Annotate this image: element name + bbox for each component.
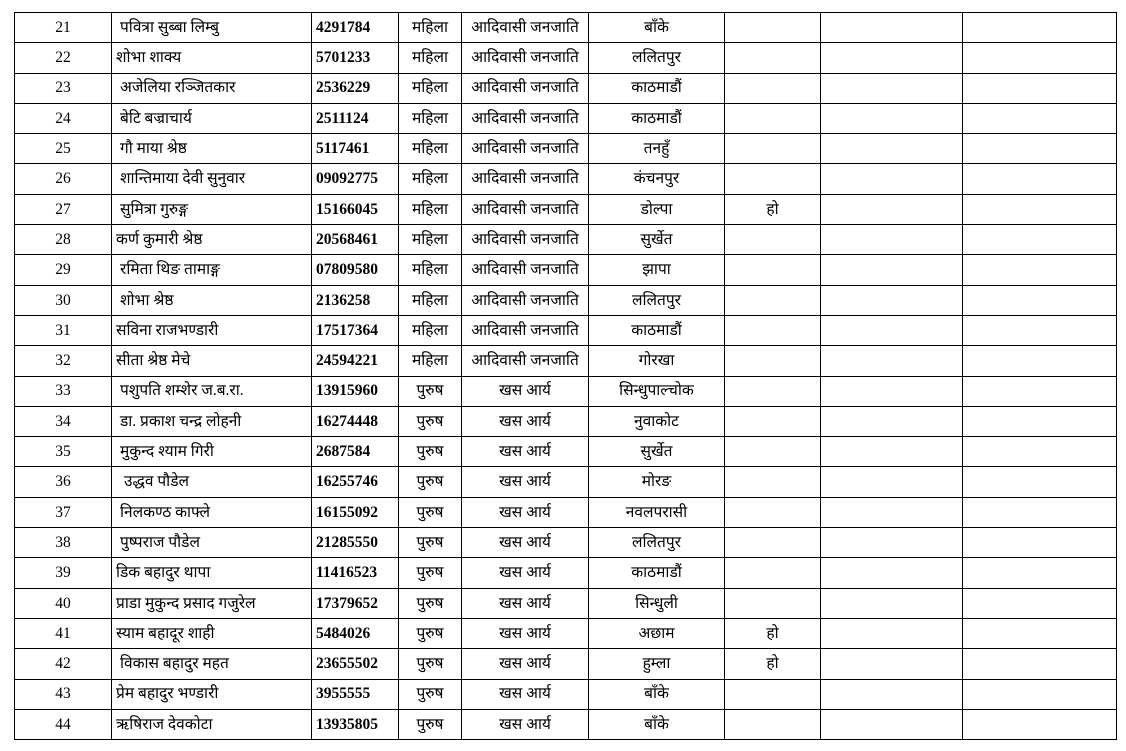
table-row xyxy=(15,315,1117,345)
blank-cell xyxy=(963,497,1117,527)
serial-number-cell: 28 xyxy=(15,225,112,255)
name-cell: रमिता थिङ तामाङ्ग xyxy=(112,255,312,285)
id-number-cell: 3955555 xyxy=(312,679,399,709)
mark-cell xyxy=(725,709,821,739)
serial-number-cell: 44 xyxy=(15,709,112,739)
serial-number-cell: 23 xyxy=(15,73,112,103)
district-cell: काठमाडौं xyxy=(589,558,725,588)
blank-cell xyxy=(963,588,1117,618)
name-cell: सीता श्रेष्ठ मेचे xyxy=(112,346,312,376)
blank-cell xyxy=(963,528,1117,558)
mark-cell xyxy=(725,528,821,558)
serial-number-cell: 43 xyxy=(15,679,112,709)
district-cell: कंचनपुर xyxy=(589,164,725,194)
name-cell: गौ माया श्रेष्ठ xyxy=(112,134,312,164)
gender-cell: महिला xyxy=(399,13,462,43)
serial-number-cell: 40 xyxy=(15,588,112,618)
blank-cell xyxy=(963,558,1117,588)
district-cell: काठमाडौं xyxy=(589,73,725,103)
id-number-cell: 11416523 xyxy=(312,558,399,588)
blank-cell xyxy=(963,255,1117,285)
group-cell: आदिवासी जनजाति xyxy=(462,134,589,164)
group-cell: आदिवासी जनजाति xyxy=(462,13,589,43)
gender-cell: महिला xyxy=(399,134,462,164)
name-cell: अजेलिया रञ्जितकार xyxy=(112,73,312,103)
district-cell: झापा xyxy=(589,255,725,285)
gender-cell: पुरुष xyxy=(399,588,462,618)
district-cell: सुर्खेत xyxy=(589,225,725,255)
table-row xyxy=(15,73,1117,103)
serial-number-cell: 33 xyxy=(15,376,112,406)
id-number-cell: 07809580 xyxy=(312,255,399,285)
group-cell: खस आर्य xyxy=(462,679,589,709)
mark-cell xyxy=(725,73,821,103)
group-cell: खस आर्य xyxy=(462,618,589,648)
district-cell: ललितपुर xyxy=(589,528,725,558)
blank-cell xyxy=(821,73,963,103)
blank-cell xyxy=(821,588,963,618)
blank-cell xyxy=(963,43,1117,73)
blank-cell xyxy=(963,437,1117,467)
name-cell: सुमित्रा गुरुङ्ग xyxy=(112,194,312,224)
mark-cell xyxy=(725,103,821,133)
blank-cell xyxy=(963,13,1117,43)
table-row xyxy=(15,376,1117,406)
mark-cell: हो xyxy=(725,194,821,224)
gender-cell: पुरुष xyxy=(399,618,462,648)
mark-cell xyxy=(725,285,821,315)
mark-cell xyxy=(725,588,821,618)
blank-cell xyxy=(821,225,963,255)
name-cell: पशुपति शम्शेर ज.ब.रा. xyxy=(112,376,312,406)
serial-number-cell: 27 xyxy=(15,194,112,224)
mark-cell xyxy=(725,134,821,164)
id-number-cell: 21285550 xyxy=(312,528,399,558)
district-cell: हुम्ला xyxy=(589,649,725,679)
blank-cell xyxy=(821,43,963,73)
district-cell: गोरखा xyxy=(589,346,725,376)
blank-cell xyxy=(821,285,963,315)
table-row xyxy=(15,255,1117,285)
name-cell: पवित्रा सुब्बा लिम्बु xyxy=(112,13,312,43)
mark-cell xyxy=(725,376,821,406)
serial-number-cell: 30 xyxy=(15,285,112,315)
serial-number-cell: 24 xyxy=(15,103,112,133)
district-cell: ललितपुर xyxy=(589,285,725,315)
serial-number-cell: 35 xyxy=(15,437,112,467)
group-cell: आदिवासी जनजाति xyxy=(462,43,589,73)
blank-cell xyxy=(821,558,963,588)
mark-cell xyxy=(725,558,821,588)
district-cell: बाँके xyxy=(589,13,725,43)
id-number-cell: 16155092 xyxy=(312,497,399,527)
table-row xyxy=(15,103,1117,133)
table-row xyxy=(15,497,1117,527)
serial-number-cell: 31 xyxy=(15,315,112,345)
mark-cell xyxy=(725,497,821,527)
table-row xyxy=(15,406,1117,436)
table-row xyxy=(15,588,1117,618)
blank-cell xyxy=(821,194,963,224)
district-cell: डोल्पा xyxy=(589,194,725,224)
mark-cell xyxy=(725,437,821,467)
id-number-cell: 17517364 xyxy=(312,315,399,345)
gender-cell: महिला xyxy=(399,103,462,133)
group-cell: खस आर्य xyxy=(462,376,589,406)
id-number-cell: 15166045 xyxy=(312,194,399,224)
id-number-cell: 5701233 xyxy=(312,43,399,73)
district-cell: सिन्धुपाल्चोक xyxy=(589,376,725,406)
blank-cell xyxy=(821,134,963,164)
blank-cell xyxy=(963,346,1117,376)
mark-cell: हो xyxy=(725,618,821,648)
serial-number-cell: 29 xyxy=(15,255,112,285)
gender-cell: महिला xyxy=(399,255,462,285)
name-cell: उद्धव पौडेल xyxy=(112,467,312,497)
blank-cell xyxy=(821,467,963,497)
group-cell: खस आर्य xyxy=(462,528,589,558)
serial-number-cell: 39 xyxy=(15,558,112,588)
group-cell: आदिवासी जनजाति xyxy=(462,225,589,255)
name-cell: शोभा शाक्य xyxy=(112,43,312,73)
gender-cell: महिला xyxy=(399,164,462,194)
gender-cell: महिला xyxy=(399,225,462,255)
mark-cell xyxy=(725,164,821,194)
group-cell: आदिवासी जनजाति xyxy=(462,255,589,285)
id-number-cell: 24594221 xyxy=(312,346,399,376)
group-cell: आदिवासी जनजाति xyxy=(462,285,589,315)
serial-number-cell: 21 xyxy=(15,13,112,43)
district-cell: सुर्खेत xyxy=(589,437,725,467)
id-number-cell: 16274448 xyxy=(312,406,399,436)
name-cell: पुष्पराज पौडेल xyxy=(112,528,312,558)
group-cell: खस आर्य xyxy=(462,467,589,497)
mark-cell xyxy=(725,13,821,43)
district-cell: सिन्धुली xyxy=(589,588,725,618)
blank-cell xyxy=(821,497,963,527)
id-number-cell: 2136258 xyxy=(312,285,399,315)
id-number-cell: 13915960 xyxy=(312,376,399,406)
blank-cell xyxy=(821,679,963,709)
id-number-cell: 13935805 xyxy=(312,709,399,739)
serial-number-cell: 22 xyxy=(15,43,112,73)
mark-cell xyxy=(725,346,821,376)
name-cell: स्याम बहादूर शाही xyxy=(112,618,312,648)
mark-cell xyxy=(725,315,821,345)
gender-cell: पुरुष xyxy=(399,558,462,588)
table-row xyxy=(15,437,1117,467)
group-cell: खस आर्य xyxy=(462,437,589,467)
serial-number-cell: 42 xyxy=(15,649,112,679)
district-cell: अछाम xyxy=(589,618,725,648)
blank-cell xyxy=(821,164,963,194)
blank-cell xyxy=(821,315,963,345)
name-cell: विकास बहादुर महत xyxy=(112,649,312,679)
gender-cell: महिला xyxy=(399,43,462,73)
id-number-cell: 2511124 xyxy=(312,103,399,133)
id-number-cell: 4291784 xyxy=(312,13,399,43)
name-cell: कर्ण कुमारी श्रेष्ठ xyxy=(112,225,312,255)
serial-number-cell: 32 xyxy=(15,346,112,376)
gender-cell: पुरुष xyxy=(399,467,462,497)
id-number-cell: 20568461 xyxy=(312,225,399,255)
mark-cell xyxy=(725,43,821,73)
group-cell: खस आर्य xyxy=(462,406,589,436)
mark-cell xyxy=(725,225,821,255)
blank-cell xyxy=(821,376,963,406)
name-cell: मुकुन्द श्याम गिरी xyxy=(112,437,312,467)
blank-cell xyxy=(963,164,1117,194)
group-cell: आदिवासी जनजाति xyxy=(462,164,589,194)
blank-cell xyxy=(963,285,1117,315)
table-row xyxy=(15,709,1117,739)
blank-cell xyxy=(963,134,1117,164)
blank-cell xyxy=(963,467,1117,497)
name-cell: प्राडा मुकुन्द प्रसाद गजुरेल xyxy=(112,588,312,618)
blank-cell xyxy=(963,709,1117,739)
table-row xyxy=(15,285,1117,315)
blank-cell xyxy=(821,103,963,133)
gender-cell: महिला xyxy=(399,194,462,224)
blank-cell xyxy=(821,618,963,648)
blank-cell xyxy=(821,437,963,467)
blank-cell xyxy=(963,225,1117,255)
serial-number-cell: 37 xyxy=(15,497,112,527)
blank-cell xyxy=(963,618,1117,648)
serial-number-cell: 41 xyxy=(15,618,112,648)
table-row xyxy=(15,43,1117,73)
serial-number-cell: 36 xyxy=(15,467,112,497)
gender-cell: पुरुष xyxy=(399,649,462,679)
roster-table xyxy=(14,12,1117,740)
table-row xyxy=(15,618,1117,648)
serial-number-cell: 38 xyxy=(15,528,112,558)
mark-cell: हो xyxy=(725,649,821,679)
blank-cell xyxy=(821,255,963,285)
mark-cell xyxy=(725,467,821,497)
name-cell: प्रेम बहादुर भण्डारी xyxy=(112,679,312,709)
table-row xyxy=(15,649,1117,679)
group-cell: खस आर्य xyxy=(462,497,589,527)
name-cell: ऋषिराज देवकोटा xyxy=(112,709,312,739)
serial-number-cell: 25 xyxy=(15,134,112,164)
blank-cell xyxy=(821,13,963,43)
blank-cell xyxy=(963,376,1117,406)
group-cell: खस आर्य xyxy=(462,709,589,739)
blank-cell xyxy=(963,73,1117,103)
name-cell: निलकण्ठ काफ्ले xyxy=(112,497,312,527)
district-cell: काठमाडौं xyxy=(589,103,725,133)
gender-cell: पुरुष xyxy=(399,709,462,739)
group-cell: आदिवासी जनजाति xyxy=(462,73,589,103)
table-row xyxy=(15,13,1117,43)
mark-cell xyxy=(725,679,821,709)
table-row xyxy=(15,225,1117,255)
gender-cell: पुरुष xyxy=(399,406,462,436)
gender-cell: पुरुष xyxy=(399,376,462,406)
district-cell: बाँके xyxy=(589,709,725,739)
name-cell: डा. प्रकाश चन्द्र लोहनी xyxy=(112,406,312,436)
name-cell: शान्तिमाया देवी सुनुवार xyxy=(112,164,312,194)
blank-cell xyxy=(821,709,963,739)
blank-cell xyxy=(821,528,963,558)
blank-cell xyxy=(963,315,1117,345)
blank-cell xyxy=(821,649,963,679)
district-cell: नवलपरासी xyxy=(589,497,725,527)
gender-cell: महिला xyxy=(399,315,462,345)
mark-cell xyxy=(725,255,821,285)
gender-cell: महिला xyxy=(399,346,462,376)
id-number-cell: 5484026 xyxy=(312,618,399,648)
district-cell: काठमाडौं xyxy=(589,315,725,345)
gender-cell: पुरुष xyxy=(399,437,462,467)
id-number-cell: 2687584 xyxy=(312,437,399,467)
district-cell: तनहुँ xyxy=(589,134,725,164)
group-cell: आदिवासी जनजाति xyxy=(462,315,589,345)
table-row xyxy=(15,679,1117,709)
district-cell: बाँके xyxy=(589,679,725,709)
id-number-cell: 17379652 xyxy=(312,588,399,618)
table-row xyxy=(15,194,1117,224)
blank-cell xyxy=(963,103,1117,133)
group-cell: खस आर्य xyxy=(462,588,589,618)
blank-cell xyxy=(821,406,963,436)
id-number-cell: 16255746 xyxy=(312,467,399,497)
district-cell: मोरङ xyxy=(589,467,725,497)
table-row xyxy=(15,558,1117,588)
group-cell: आदिवासी जनजाति xyxy=(462,194,589,224)
group-cell: आदिवासी जनजाति xyxy=(462,103,589,133)
group-cell: खस आर्य xyxy=(462,558,589,588)
blank-cell xyxy=(963,649,1117,679)
table-row xyxy=(15,346,1117,376)
blank-cell xyxy=(963,406,1117,436)
name-cell: शोभा श्रेष्ठ xyxy=(112,285,312,315)
blank-cell xyxy=(963,679,1117,709)
gender-cell: महिला xyxy=(399,73,462,103)
roster-body xyxy=(15,13,1117,740)
id-number-cell: 23655502 xyxy=(312,649,399,679)
mark-cell xyxy=(725,406,821,436)
id-number-cell: 09092775 xyxy=(312,164,399,194)
district-cell: नुवाकोट xyxy=(589,406,725,436)
gender-cell: महिला xyxy=(399,285,462,315)
table-row xyxy=(15,467,1117,497)
group-cell: आदिवासी जनजाति xyxy=(462,346,589,376)
serial-number-cell: 34 xyxy=(15,406,112,436)
gender-cell: पुरुष xyxy=(399,679,462,709)
gender-cell: पुरुष xyxy=(399,497,462,527)
serial-number-cell: 26 xyxy=(15,164,112,194)
id-number-cell: 5117461 xyxy=(312,134,399,164)
name-cell: बेटि बज्राचार्य xyxy=(112,103,312,133)
table-row xyxy=(15,134,1117,164)
group-cell: खस आर्य xyxy=(462,649,589,679)
table-row xyxy=(15,164,1117,194)
gender-cell: पुरुष xyxy=(399,528,462,558)
name-cell: डिक बहादुर थापा xyxy=(112,558,312,588)
blank-cell xyxy=(963,194,1117,224)
name-cell: सविना राजभण्डारी xyxy=(112,315,312,345)
table-row xyxy=(15,528,1117,558)
district-cell: ललितपुर xyxy=(589,43,725,73)
blank-cell xyxy=(821,346,963,376)
id-number-cell: 2536229 xyxy=(312,73,399,103)
